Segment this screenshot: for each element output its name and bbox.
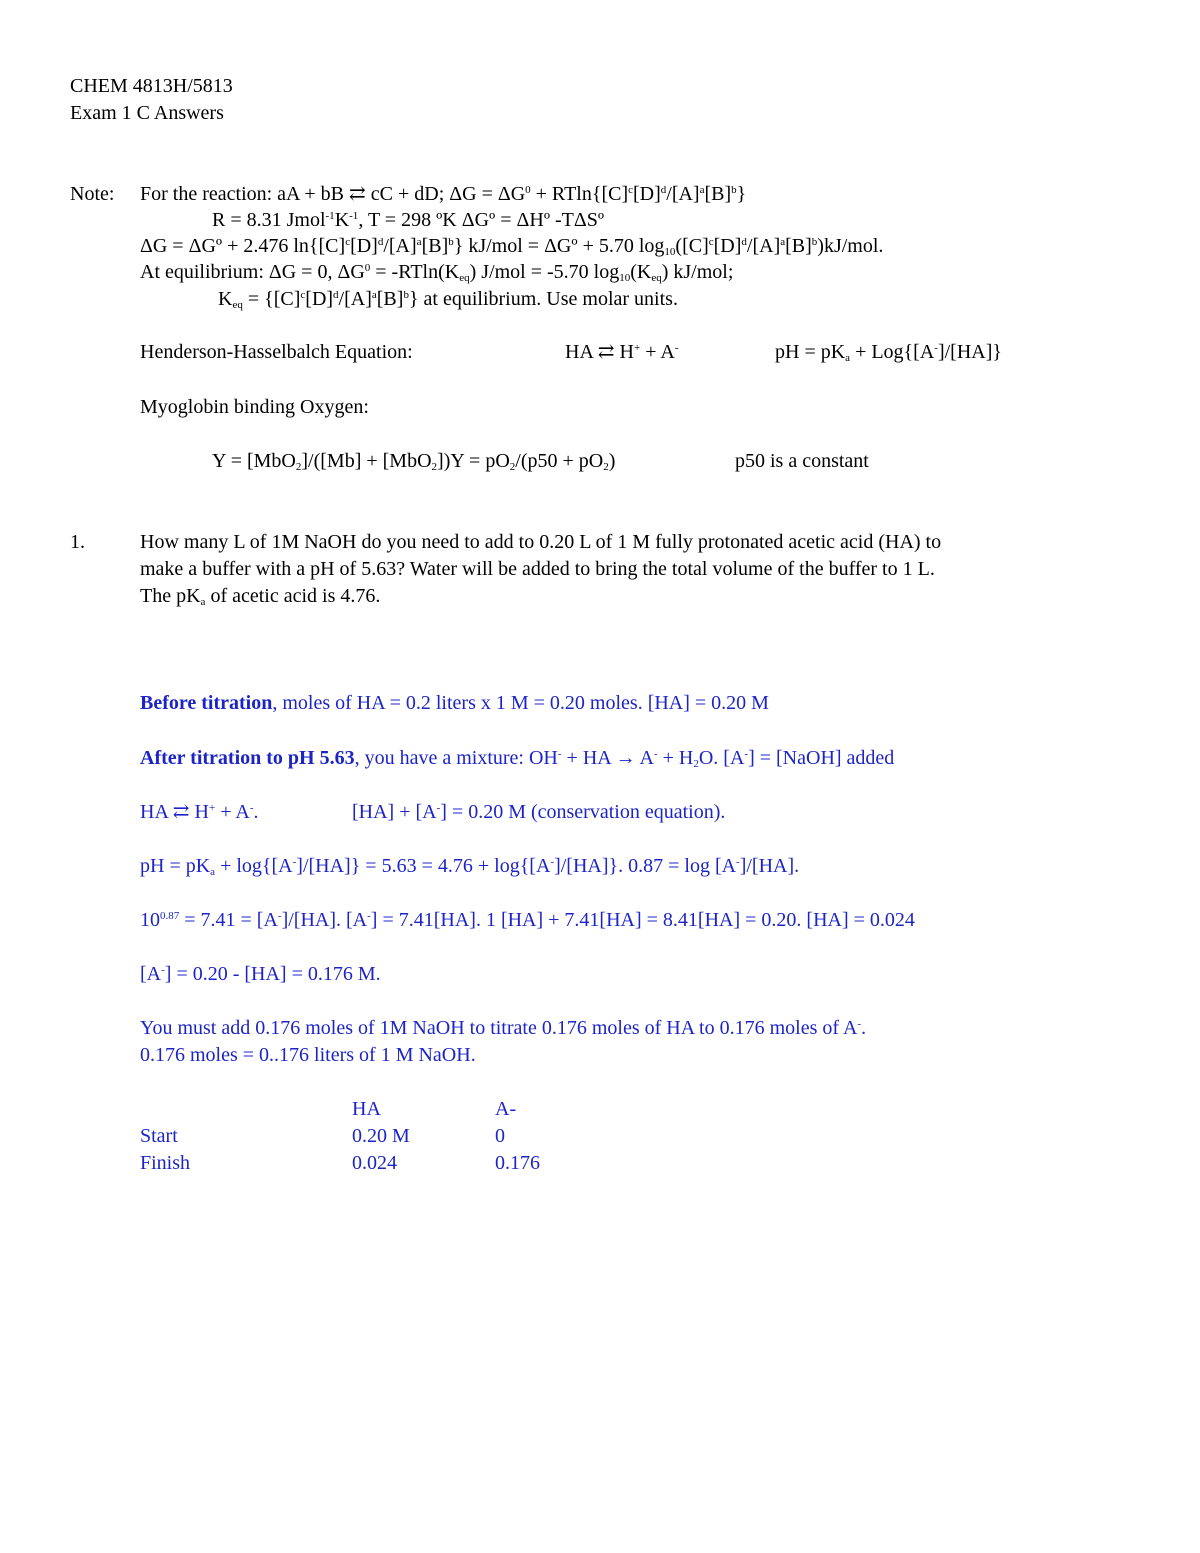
- answer-ph-equation: pH = $pK_a + \log\{[A^-]/[HA]\} = 5.63 = 4.76 + \log\{[A^-]/[HA]\}$. 0.87 = log [A-]/[HA].: [140, 855, 800, 878]
- hh-dissociation: HA ⇄ H+ + A-: [565, 341, 679, 363]
- table-row-start-a: 0: [495, 1125, 505, 1147]
- table-header-ha: HA: [352, 1098, 381, 1120]
- note-constants-line: R = 8.31 $Jmol^{-1}K^{-1}$, T = 298 ºK ΔGº = ΔHº -TΔSº: [212, 209, 605, 231]
- table-row-start-label: Start: [140, 1125, 178, 1147]
- answer-conservation: [HA] + [A-] = 0.20 M (conservation equation).: [352, 801, 726, 823]
- p50-constant-note: p50 is a constant: [735, 450, 869, 472]
- myoglobin-equation: $Y = [MbO_2]/([Mb] + [MbO_2])Y = pO_2/(p50 + pO_2)$: [212, 450, 616, 473]
- hh-title: Henderson-Hasselbalch Equation:: [140, 341, 413, 363]
- question-line-2: make a buffer with a pH of 5.63? Water will be added to bring the total volume of the buffer to 1 L.: [140, 558, 935, 580]
- note-keq-line: $K_{eq} = \{[C]^c[D]^d/[A]^a[B]^b\}$ at equilibrium. Use molar units.: [218, 288, 678, 311]
- question-line-1: How many L of 1M NaOH do you need to add to 0.20 L of 1 M fully protonated acetic acid (HA) to: [140, 531, 942, 553]
- note-reaction-line: For the reaction: aA + bB ⇄ cC + dD; $\Delta G = \Delta G^0 + RTln\{[C]^c[D]^d/[A]^a[B]^b\}$: [140, 183, 747, 205]
- answer-ratio-solve: $10^{0.87} = 7.41 = [A^-]/[HA]$. [A-] = 7.41[HA]. 1 [HA] + 7.41[HA] = 8.41[HA] = 0.20. [HA] = 0.024: [140, 909, 915, 931]
- exam-subtitle: Exam 1 C Answers: [70, 102, 224, 124]
- table-row-finish-label: Finish: [140, 1152, 191, 1174]
- answer-a-minus: [A-] = 0.20 - [HA] = 0.176 M.: [140, 963, 381, 985]
- question-number: 1.: [70, 531, 85, 553]
- note-deltag-line: ΔG = ΔGº + 2.476 $\ln\{[C]^c[D]^d/[A]^a[B]^b\} kJ/mol$ = ΔGº + 5.70 $\log_{10}([C]^c[D]^d/[A]^a[B]^b)kJ$/mol.: [140, 235, 884, 258]
- answer-conclusion: You must add 0.176 moles of 1M NaOH to titrate 0.176 moles of HA to 0.176 moles of A-.: [140, 1017, 867, 1039]
- table-row-finish-a: 0.176: [495, 1152, 540, 1174]
- table-row-finish-ha: 0.024: [352, 1152, 397, 1174]
- answer-dissociation: HA ⇄ H+ + A-.: [140, 801, 259, 823]
- myoglobin-title: Myoglobin binding Oxygen:: [140, 396, 369, 418]
- course-title: CHEM 4813H/5813: [70, 75, 233, 97]
- hh-equation: pH = $pK_a + Log\{[A^-]/[HA]\}$: [775, 341, 1002, 364]
- table-row-start-ha: 0.20 M: [352, 1125, 410, 1147]
- note-equilibrium-line: At equilibrium: ΔG = 0, $\Delta G^0 = -RTln(K_{eq}) J/mol = -5.70$ $\log_{10}(K_{eq})$ kJ/mol;: [140, 261, 734, 284]
- answer-after-titration: After titration to pH 5.63, you have a mixture: OH- + HA → $A^- + H_2O$. [A-] = [NaOH] added: [140, 747, 895, 770]
- answer-liters: 0.176 moles = 0..176 liters of 1 M NaOH.: [140, 1044, 476, 1066]
- table-header-a-minus: A-: [495, 1098, 517, 1120]
- question-line-3: The $pK_a$ of acetic acid is 4.76.: [140, 585, 381, 608]
- note-label: Note:: [70, 183, 115, 205]
- answer-before-titration: Before titration, moles of HA = 0.2 liters x 1 M = 0.20 moles. [HA] = 0.20 M: [140, 692, 769, 714]
